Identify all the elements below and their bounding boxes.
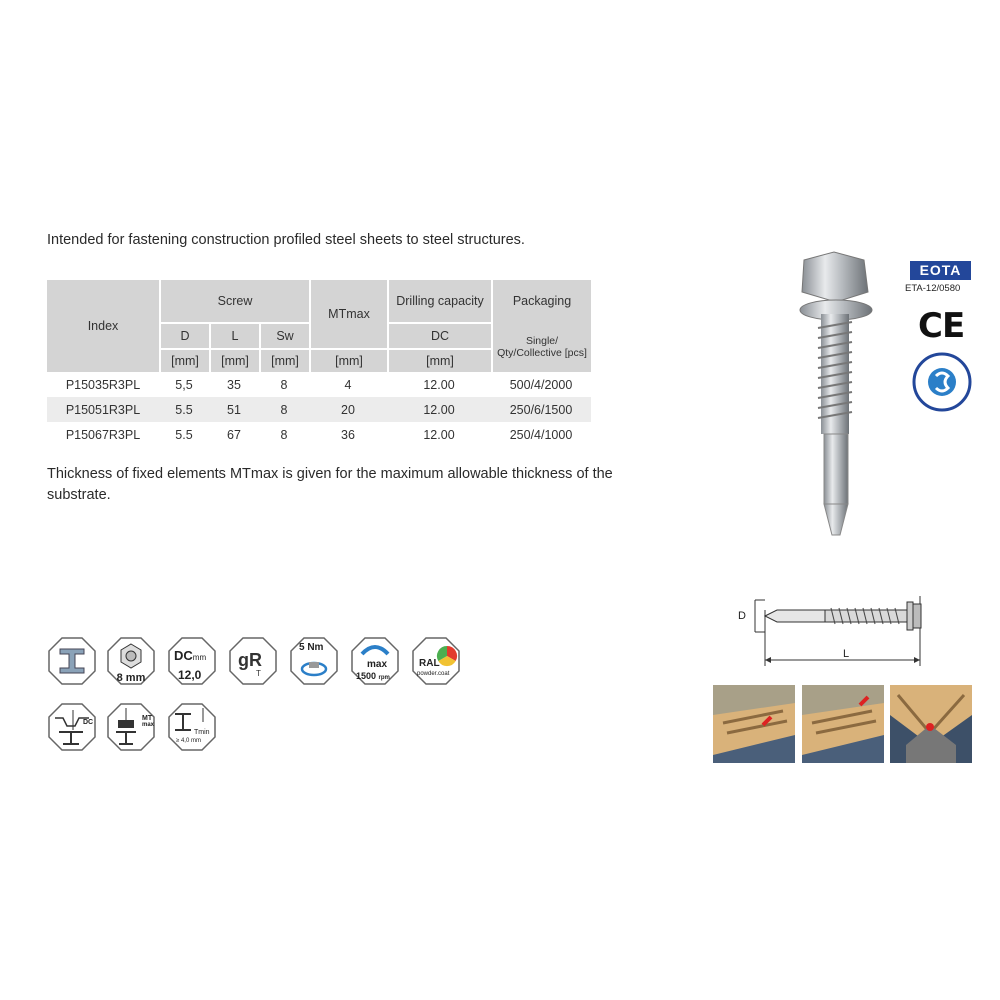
d-dimension-label: D bbox=[738, 610, 746, 622]
packaging-header: Packaging bbox=[491, 280, 591, 322]
tmin-icon bbox=[167, 702, 217, 752]
unit-dc: [mm] bbox=[387, 348, 491, 372]
eota-logo: EOTA bbox=[910, 261, 971, 280]
sub-l: L bbox=[209, 322, 259, 348]
cell-l: 35 bbox=[209, 372, 259, 397]
intro-text: Intended for fastening construction profiled steel sheets to steel structures. bbox=[47, 232, 525, 248]
eota-code: ETA-12/0580 bbox=[905, 283, 961, 294]
screw-photo bbox=[790, 250, 880, 540]
torque-label: 5 Nm bbox=[299, 642, 324, 653]
quality-seal-icon bbox=[912, 352, 972, 412]
mtmax-header: MTmax bbox=[309, 280, 387, 348]
cell-mtmax: 36 bbox=[309, 422, 387, 447]
sub-sw: Sw bbox=[259, 322, 309, 348]
sub-dc: DC bbox=[387, 322, 491, 348]
spec-table bbox=[47, 280, 591, 447]
dc-small-label: DC bbox=[83, 719, 94, 726]
tmin-label: Tmin bbox=[194, 729, 210, 736]
dc-label bbox=[174, 648, 206, 663]
cell-dc: 12.00 bbox=[387, 422, 491, 447]
cell-mtmax: 20 bbox=[309, 397, 387, 422]
steel-beam-icon bbox=[47, 636, 97, 686]
l-dimension-label: L bbox=[843, 648, 850, 660]
rpm-value-row bbox=[356, 671, 390, 681]
table-row bbox=[47, 422, 591, 447]
ce-mark: CE bbox=[918, 306, 965, 346]
rpm-max: max bbox=[367, 659, 388, 670]
cell-pack: 250/4/1000 bbox=[491, 422, 591, 447]
unit-mtmax: [mm] bbox=[309, 348, 387, 372]
unit-sw: [mm] bbox=[259, 348, 309, 372]
table-row bbox=[47, 397, 591, 422]
svg-text:T: T bbox=[256, 669, 261, 678]
cell-mtmax: 4 bbox=[309, 372, 387, 397]
cell-dc: 12.00 bbox=[387, 372, 491, 397]
mt-small-sub: max bbox=[142, 722, 155, 728]
cell-d: 5.5 bbox=[159, 422, 209, 447]
thickness-note: Thickness of fixed elements MTmax is given for the maximum allowable thickness of the substrate. bbox=[47, 466, 613, 503]
dc-unit: mm bbox=[192, 653, 207, 662]
index-header: Index bbox=[47, 280, 159, 372]
unit-l: [mm] bbox=[209, 348, 259, 372]
table-row bbox=[47, 372, 591, 397]
dc-top: DC bbox=[174, 648, 193, 663]
cell-d: 5,5 bbox=[159, 372, 209, 397]
cell-d: 5.5 bbox=[159, 397, 209, 422]
ral-sub: powder.coat bbox=[417, 671, 450, 677]
ral-label: RAL bbox=[419, 658, 440, 669]
svg-text:gR: gR bbox=[238, 650, 262, 670]
rpm-value: 1500 bbox=[356, 671, 377, 681]
rpm-unit: rpm bbox=[378, 675, 390, 681]
mt-small-label: MT bbox=[142, 715, 153, 722]
hex-size-label: 8 mm bbox=[116, 672, 146, 684]
cell-sw: 8 bbox=[259, 397, 309, 422]
dimension-drawing bbox=[735, 588, 940, 668]
drilling-header: Drilling capacity bbox=[387, 280, 491, 322]
cell-l: 51 bbox=[209, 397, 259, 422]
grip-range-icon bbox=[228, 636, 278, 686]
cell-pack: 250/6/1500 bbox=[491, 397, 591, 422]
unit-d: [mm] bbox=[159, 348, 209, 372]
cell-dc: 12.00 bbox=[387, 397, 491, 422]
tmin-value: ≥ 4,0 mm bbox=[176, 738, 201, 744]
screw-header: Screw bbox=[159, 280, 309, 322]
cell-pack: 500/4/2000 bbox=[491, 372, 591, 397]
application-photo-1 bbox=[713, 685, 795, 763]
application-photo-2 bbox=[802, 685, 884, 763]
cell-index: P15067R3PL bbox=[47, 422, 159, 447]
cell-index: P15035R3PL bbox=[47, 372, 159, 397]
sub-d: D bbox=[159, 322, 209, 348]
application-photo-3 bbox=[890, 685, 972, 763]
dc-value: 12,0 bbox=[178, 668, 202, 682]
sub-packaging: Single/ Qty/Collective [pcs] bbox=[491, 322, 591, 372]
cell-index: P15051R3PL bbox=[47, 397, 159, 422]
dc-profile-icon bbox=[47, 702, 97, 752]
cell-sw: 8 bbox=[259, 422, 309, 447]
cell-l: 67 bbox=[209, 422, 259, 447]
cell-sw: 8 bbox=[259, 372, 309, 397]
